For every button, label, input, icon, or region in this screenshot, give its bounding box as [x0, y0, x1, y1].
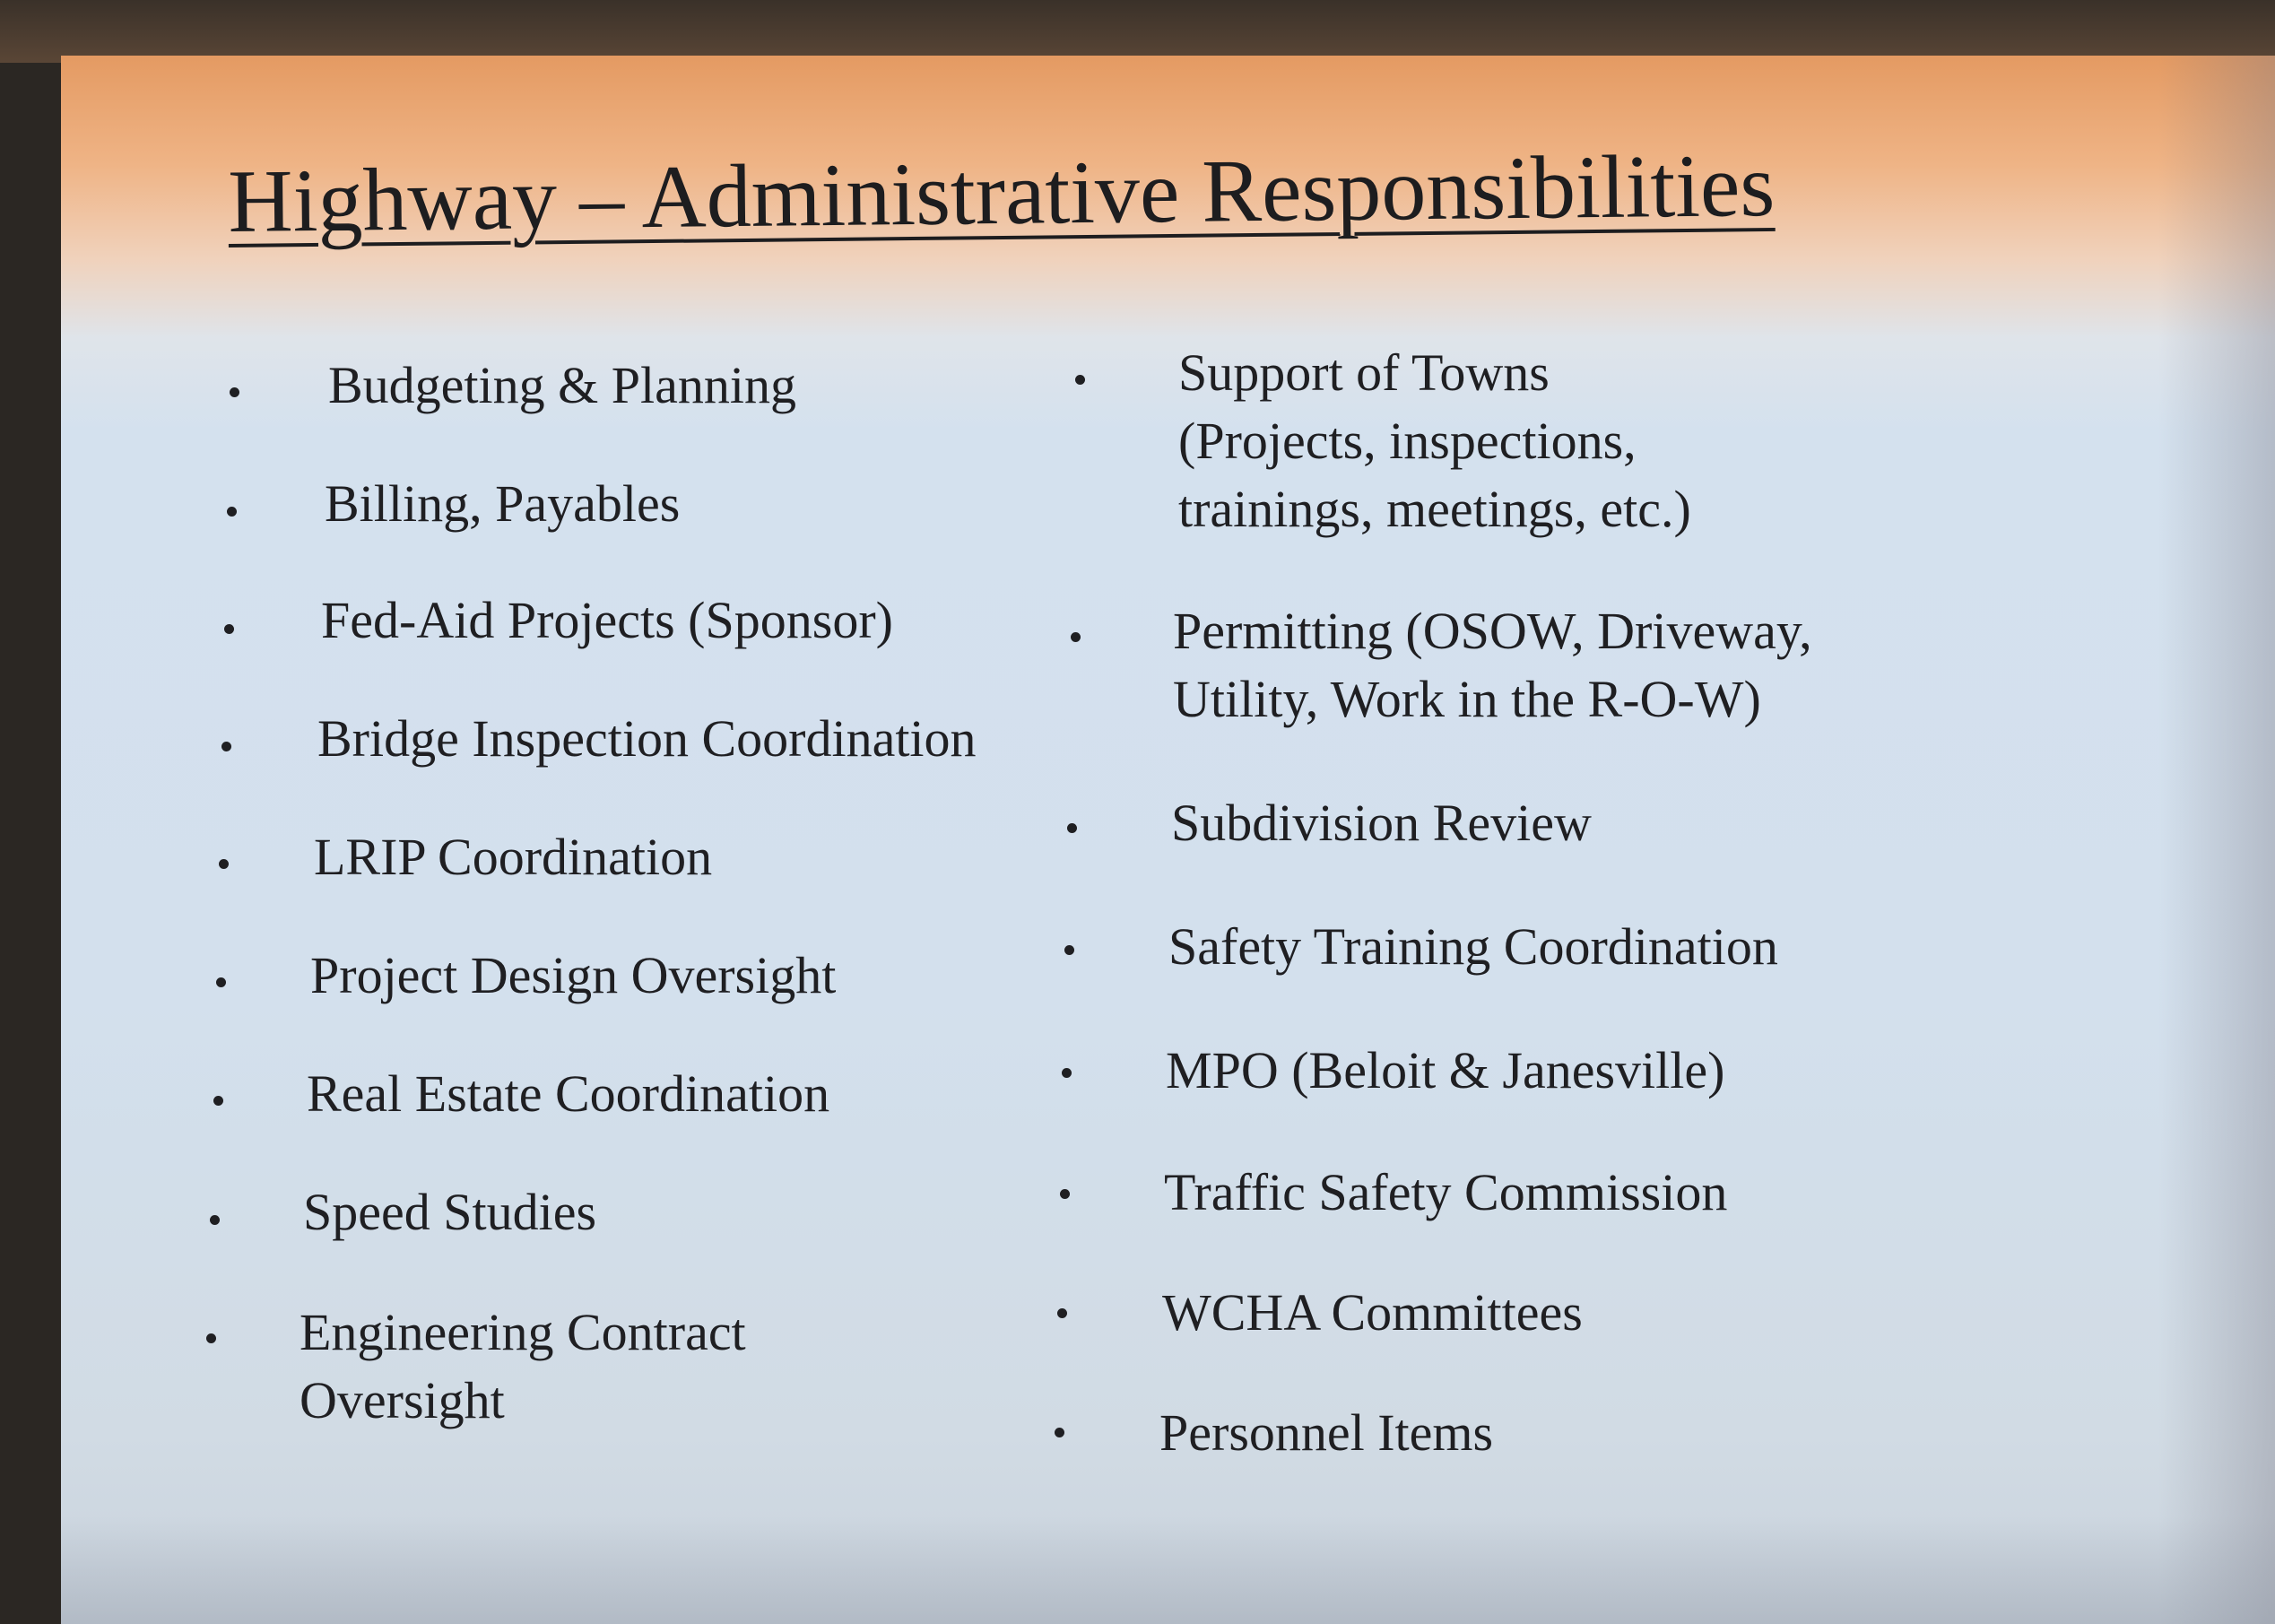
bullet-dot — [1060, 1189, 1070, 1199]
left-item-budgeting: Budgeting & Planning — [328, 356, 796, 414]
bullet-dot — [1075, 375, 1085, 385]
slide-title-text: Highway – Administrative Responsibilities — [227, 135, 1776, 252]
bullet-dot — [219, 859, 229, 869]
bullet-dot — [1067, 823, 1077, 833]
left-item-fed-aid: Fed-Aid Projects (Sponsor) — [321, 591, 893, 649]
bullet-dot — [1057, 1308, 1067, 1318]
left-item-bridge-inspection: Bridge Inspection Coordination — [317, 709, 977, 768]
bottom-shadow — [61, 1516, 2275, 1624]
bullet-dot — [230, 387, 239, 397]
left-item-engineering-contract: Engineering Contract Oversight — [300, 1303, 746, 1429]
right-item-traffic-safety: Traffic Safety Commission — [1164, 1163, 1728, 1221]
right-item-personnel: Personnel Items — [1159, 1403, 1494, 1462]
bullet-dot — [216, 977, 226, 987]
bullet-dot — [1062, 1068, 1072, 1078]
bullet-dot — [1071, 632, 1081, 642]
right-item-support-of-towns: Support of Towns (Projects, inspections, trainings, meetings, etc.) — [1178, 343, 1691, 538]
projector-top-edge — [0, 0, 2275, 63]
bullet-dot — [206, 1333, 216, 1343]
left-item-real-estate: Real Estate Coordination — [307, 1064, 830, 1123]
right-item-subdivision-review: Subdivision Review — [1171, 794, 1592, 852]
bullet-dot — [224, 624, 234, 634]
right-item-permitting: Permitting (OSOW, Driveway, Utility, Work in the R-O-W) — [1173, 602, 1812, 728]
projection-screen — [61, 56, 2275, 1624]
right-item-mpo: MPO (Beloit & Janesville) — [1166, 1041, 1725, 1099]
bullet-dot — [210, 1215, 220, 1225]
bullet-dot — [227, 507, 237, 517]
left-item-lrip: LRIP Coordination — [314, 828, 713, 886]
bullet-dot — [1064, 945, 1074, 955]
bullet-dot — [221, 742, 231, 751]
slide-title — [228, 132, 1932, 253]
left-item-billing: Billing, Payables — [325, 474, 681, 533]
right-item-safety-training: Safety Training Coordination — [1168, 917, 1778, 976]
right-shadow — [2158, 56, 2275, 1624]
left-item-speed-studies: Speed Studies — [303, 1183, 597, 1241]
left-item-project-design: Project Design Oversight — [310, 946, 837, 1004]
right-item-wcha: WCHA Committees — [1162, 1283, 1583, 1342]
bullet-dot — [213, 1096, 223, 1106]
bullet-dot — [1055, 1428, 1064, 1437]
